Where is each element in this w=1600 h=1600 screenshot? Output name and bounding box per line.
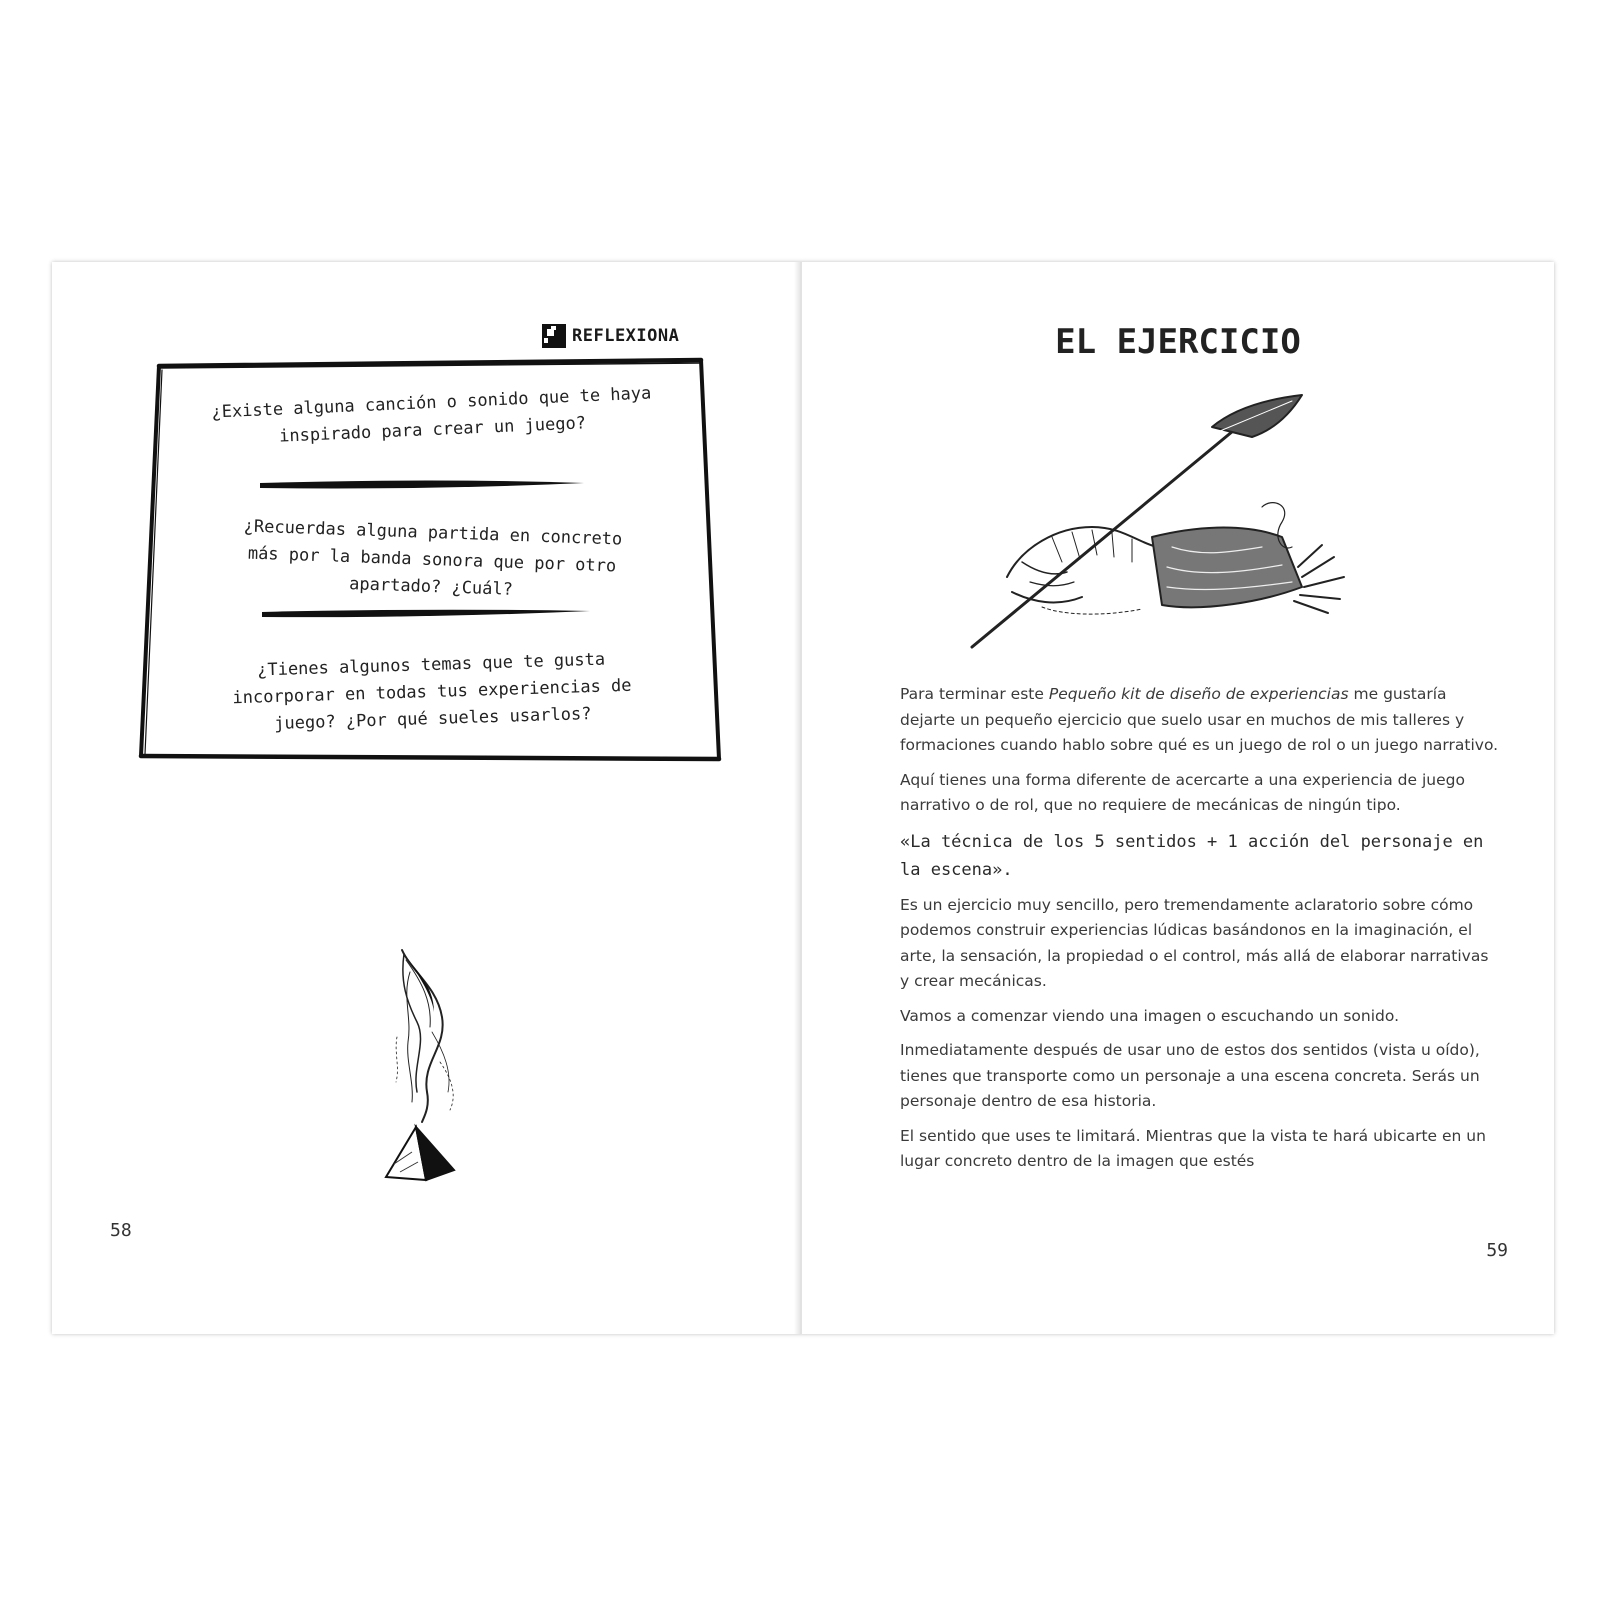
body-text (900, 682, 1500, 1184)
feather-flame-pyramid-illustration (382, 942, 482, 1197)
paragraph: Inmediatamente después de usar uno de estos dos sentidos (vista u oído), tienes que transporte como un personaje a una escena concreta. Serás un personaje dentro de esa historia. (900, 1041, 1480, 1110)
reflection-question: ¿Recuerdas alguna partida en concreto más por la banda sonora que por otro apartado? ¿Cuál? (243, 516, 623, 600)
puzzle-icon (542, 324, 566, 348)
paragraph: El sentido que uses te limitará. Mientras que la vista te hará ubicarte en un lugar concreto dentro de la imagen que estés (900, 1126, 1486, 1170)
divider-line (260, 481, 584, 489)
book-title-italic: Pequeño kit de diseño de experiencias (1048, 685, 1349, 703)
reflection-question: ¿Existe alguna canción o sonido que te haya inspirado para crear un juego? (211, 383, 652, 447)
paragraph: Es un ejercicio muy sencillo, pero tremendamente aclaratorio sobre cómo podemos construir experiencias lúdicas basándonos en la imaginación, el arte, la sensación, la propiedad o el control, más allá de elaborar narrativas y crear mecánicas. (900, 895, 1489, 990)
right-page (802, 262, 1554, 1334)
reflection-question: ¿Tienes algunos temas que te gusta incorporar en todas tus experiencias de juego? ¿Por qué sueles usarlos? (232, 649, 632, 734)
section-tag (542, 324, 679, 348)
technique-name: «La técnica de los 5 sentidos + 1 acción del personaje en la escena». (900, 831, 1484, 880)
book-spread (52, 262, 1554, 1334)
paragraph (900, 682, 1500, 759)
hand-writing-with-quill-illustration (962, 387, 1392, 657)
paragraph-text: Para terminar este (900, 685, 1049, 703)
paragraph: Vamos a comenzar viendo una imagen o escuchando un sonido. (900, 1006, 1400, 1025)
divider-line (262, 610, 590, 617)
page-number: 59 (1486, 1240, 1508, 1261)
chapter-title: EL EJERCICIO (1055, 322, 1301, 362)
paragraph-text: me gustaría dejarte un pequeño ejercicio que suelo usar en muchos de mis talleres y formaciones cuando hablo sobre qué es un juego de rol o un juego narrativo. (900, 685, 1499, 754)
paragraph: Aquí tienes una forma diferente de acercarte a una experiencia de juego narrativo o de rol, que no requiere de mecánicas de ningún tipo. (900, 770, 1465, 814)
page-number: 58 (110, 1220, 132, 1241)
section-tag-label: REFLEXIONA (572, 326, 680, 346)
left-page (52, 262, 800, 1334)
